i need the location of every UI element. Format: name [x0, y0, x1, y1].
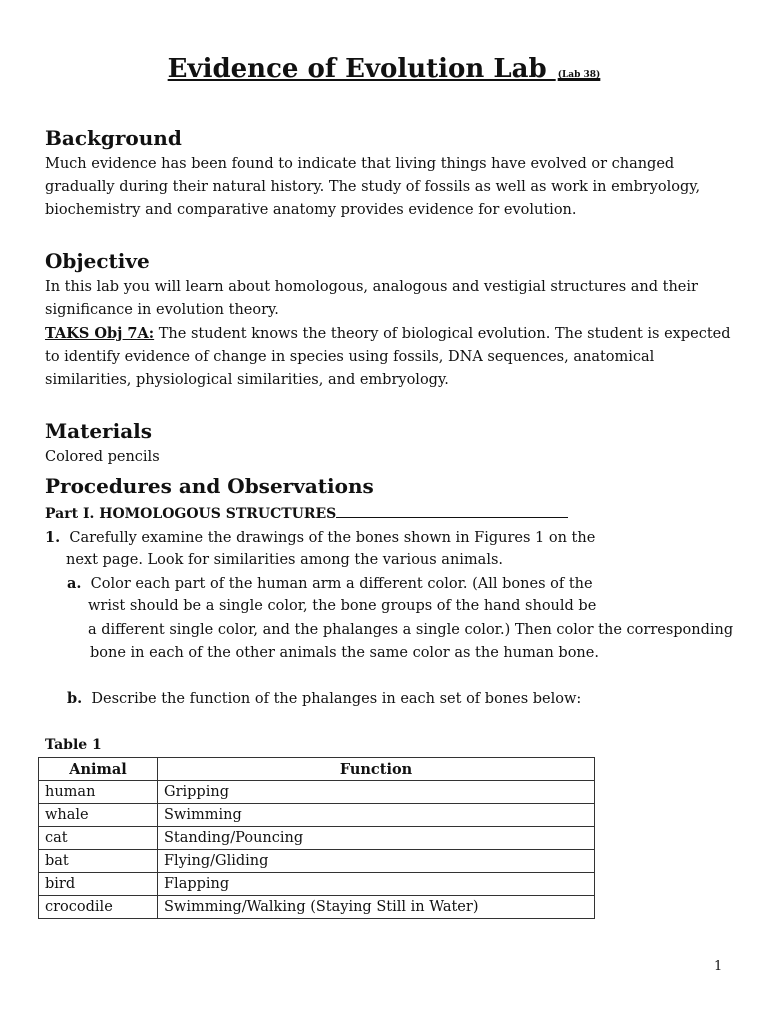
document-title — [0, 54, 768, 90]
background-heading: Background — [45, 126, 182, 150]
taks-text: The student knows the theory of biological evolution. The student is expected to identify evidence of change in species using fossils, DNA sequences, anatomical similarities, physiological similarities, and embryology. — [45, 326, 731, 388]
table-header-row — [39, 758, 595, 781]
title-text: Evidence of Evolution Lab — [167, 54, 556, 84]
step-1-line-1 — [45, 526, 595, 550]
step-a-line-2: wrist should be a single color, the bone groups of the hand should be — [88, 598, 597, 614]
step-a-line-3: a different single color, and the phalanges a single color.) Then color the corresponding — [88, 622, 734, 638]
function-cell: Standing/Pouncing — [158, 827, 595, 850]
step-a-text-1: Color each part of the human arm a different color. (All bones of the — [90, 576, 593, 592]
step-b-text: Describe the function of the phalanges in each set of bones below: — [91, 691, 582, 707]
table-row — [39, 827, 595, 850]
table-row — [39, 896, 595, 919]
step-1-number: 1. — [45, 529, 61, 546]
taks-label: TAKS Obj 7A: — [45, 325, 155, 342]
part-one-title-text: Part I. HOMOLOGOUS STRUCTURES — [45, 506, 337, 522]
part-one-blank-line — [336, 503, 568, 518]
materials-heading: Materials — [45, 419, 153, 443]
table-row — [39, 873, 595, 896]
function-cell: Swimming — [158, 804, 595, 827]
animal-cell: crocodile — [39, 896, 158, 919]
step-a-label: a. — [67, 575, 82, 592]
function-cell: Flapping — [158, 873, 595, 896]
table-row — [39, 804, 595, 827]
function-table — [38, 757, 595, 919]
function-cell: Swimming/Walking (Staying Still in Water) — [158, 896, 595, 919]
step-1-line-2: next page. Look for similarities among the various animals. — [66, 552, 504, 568]
step-a-line-1 — [67, 572, 593, 596]
step-b-line — [67, 687, 581, 711]
step-a-line-4: bone in each of the other animals the same color as the human bone. — [90, 645, 599, 661]
objective-heading: Objective — [45, 249, 150, 273]
header-animal: Animal — [39, 758, 158, 781]
step-b-label: b. — [67, 690, 83, 707]
animal-cell: bird — [39, 873, 158, 896]
background-text: Much evidence has been found to indicate that living things have evolved or changed gradually during their natural history. The study of fossils as well as work in embryology, biochemistry and comparative anatomy provides evidence for evolution. — [45, 156, 701, 218]
part-one-title — [45, 503, 568, 526]
step-1-text-1: Carefully examine the drawings of the bones shown in Figures 1 on the — [69, 530, 596, 546]
lab-number: (Lab 38) — [557, 70, 601, 80]
animal-cell: human — [39, 781, 158, 804]
function-cell: Gripping — [158, 781, 595, 804]
table-row — [39, 850, 595, 873]
table-row — [39, 781, 595, 804]
taks-paragraph — [45, 322, 735, 392]
table-label: Table 1 — [45, 737, 102, 753]
animal-cell: cat — [39, 827, 158, 850]
animal-cell: whale — [39, 804, 158, 827]
procedures-heading: Procedures and Observations — [45, 474, 374, 498]
objective-text: In this lab you will learn about homologous, analogous and vestigial structures and their significance in evolution theory. — [45, 279, 698, 318]
animal-cell: bat — [39, 850, 158, 873]
function-cell: Flying/Gliding — [158, 850, 595, 873]
header-function: Function — [158, 758, 595, 781]
materials-text: Colored pencils — [45, 449, 160, 465]
page-number: 1 — [714, 959, 723, 974]
